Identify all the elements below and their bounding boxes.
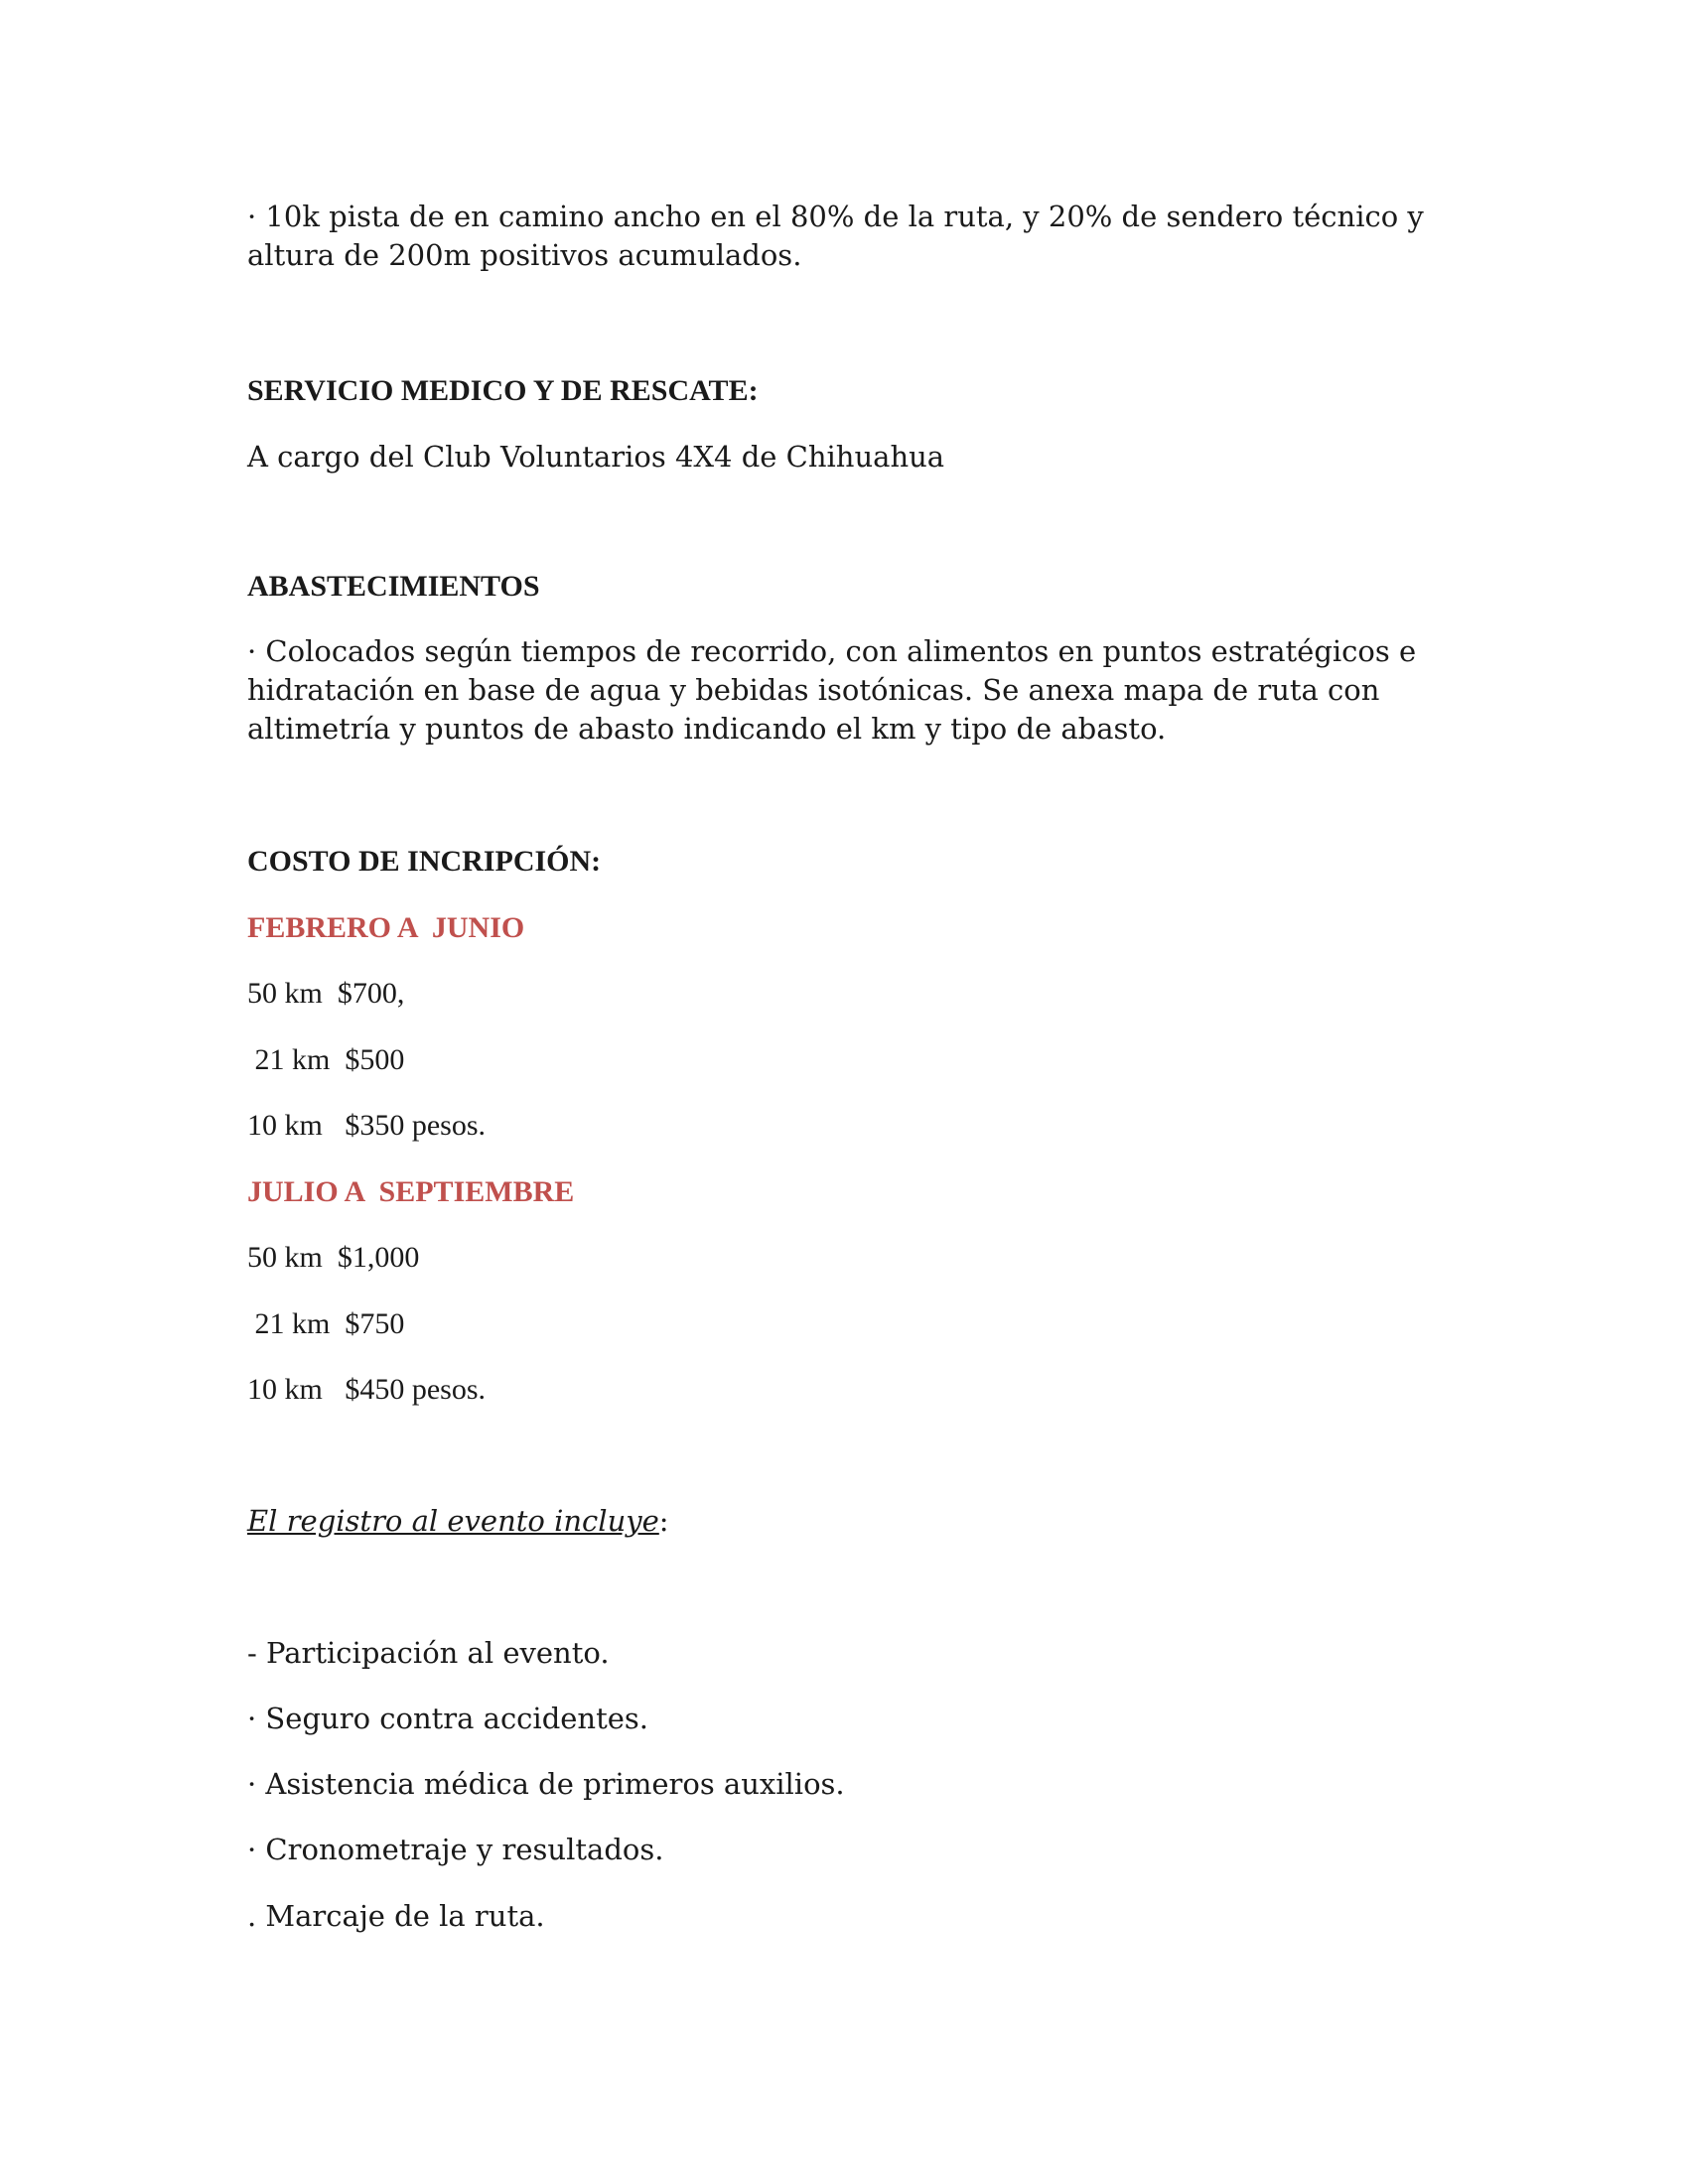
medical-text: A cargo del Club Voluntarios 4X4 de Chihuahua bbox=[247, 440, 945, 474]
period-1-price-50k: 50 km $700, bbox=[247, 977, 405, 1010]
supplies-description bbox=[247, 632, 1469, 749]
route-line-1: · 10k pista de en camino ancho en el 80% de la ruta, y 20% de sendero técnico y bbox=[247, 200, 1424, 233]
supplies-line-1: · Colocados según tiempos de recorrido, con alimentos en puntos estratégicos e bbox=[247, 634, 1417, 668]
includes-item-participation: - Participación al evento. bbox=[247, 1636, 610, 1670]
cost-heading: COSTO DE INCRIPCIÓN: bbox=[247, 845, 602, 878]
period-1-price-10k: 10 km $350 pesos. bbox=[247, 1109, 486, 1142]
supplies-line-2: hidratación en base de agua y bebidas isotónicas. Se anexa mapa de ruta con bbox=[247, 673, 1380, 707]
period-2-price-50k: 50 km $1,000 bbox=[247, 1241, 420, 1274]
period-2-price-10k: 10 km $450 pesos. bbox=[247, 1373, 486, 1406]
includes-item-medical: · Asistencia médica de primeros auxilios. bbox=[247, 1767, 845, 1801]
includes-colon: : bbox=[658, 1504, 669, 1538]
period-1-label: FEBRERO A JUNIO bbox=[247, 911, 525, 944]
supplies-line-3: altimetría y puntos de abasto indicando el km y tipo de abasto. bbox=[247, 712, 1167, 746]
route-description bbox=[247, 198, 1469, 275]
includes-item-marking: . Marcaje de la ruta. bbox=[247, 1899, 545, 1933]
period-1-price-21k: 21 km $500 bbox=[247, 1043, 405, 1076]
includes-item-timing: · Cronometraje y resultados. bbox=[247, 1833, 664, 1866]
route-line-2: altura de 200m positivos acumulados. bbox=[247, 238, 802, 272]
includes-item-insurance: · Seguro contra accidentes. bbox=[247, 1702, 649, 1735]
period-2-price-21k: 21 km $750 bbox=[247, 1307, 405, 1340]
period-2-label: JULIO A SEPTIEMBRE bbox=[247, 1175, 575, 1208]
includes-heading: El registro al evento incluye bbox=[247, 1504, 659, 1538]
supplies-heading: ABASTECIMIENTOS bbox=[247, 570, 540, 603]
medical-heading: SERVICIO MEDICO Y DE RESCATE: bbox=[247, 374, 759, 407]
includes-heading-line bbox=[247, 1501, 669, 1541]
